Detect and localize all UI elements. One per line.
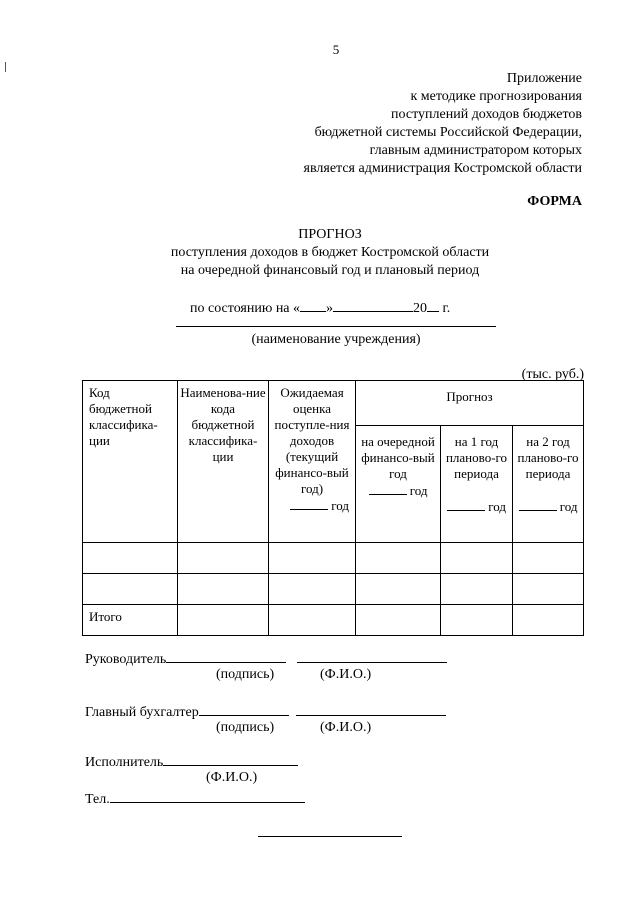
table-cell[interactable] xyxy=(178,605,269,636)
executor-row xyxy=(85,751,298,772)
total-label-text: Итого xyxy=(89,609,122,624)
table-cell[interactable] xyxy=(83,543,178,574)
year-label: год xyxy=(559,499,578,514)
col-header-name-text: Наименова-ние кода бюджетной классифика-ции xyxy=(180,385,266,464)
phone-row xyxy=(85,788,305,809)
title-line: поступления доходов в бюджет Костромской области xyxy=(170,245,490,260)
head-fio-field[interactable] xyxy=(297,648,447,663)
appendix-line: Приложение xyxy=(506,71,582,86)
accountant-label: Главный бухгалтер xyxy=(85,705,199,720)
table-cell[interactable] xyxy=(441,543,513,574)
document-title xyxy=(150,226,510,280)
executor-fio-caption: (Ф.И.О.) xyxy=(206,770,258,785)
accountant-signature-field[interactable] xyxy=(199,701,289,716)
title-heading: ПРОГНОЗ xyxy=(298,227,362,242)
year-prefix: 20 xyxy=(413,301,428,316)
accountant-fio-field[interactable] xyxy=(296,701,446,716)
phone-label: Тел. xyxy=(85,792,110,807)
year-blank[interactable] xyxy=(369,482,407,495)
title-line: на очередной финансовый год и плановый период xyxy=(180,263,480,278)
col-header-name xyxy=(178,381,269,543)
appendix-line: бюджетной системы Российской Федерации, xyxy=(314,125,582,140)
col-header-code-text: Код бюджетной классифика-ции xyxy=(89,385,158,448)
head-label: Руководитель xyxy=(85,652,167,667)
page-number: 5 xyxy=(332,42,340,57)
table-row xyxy=(83,543,584,574)
table-cell[interactable] xyxy=(356,543,441,574)
col-header-code xyxy=(83,381,178,543)
institution-label: (наименование учреждения) xyxy=(251,332,421,347)
table-cell[interactable] xyxy=(441,574,513,605)
table-cell[interactable] xyxy=(513,574,584,605)
year-blank[interactable] xyxy=(447,498,485,511)
table-row xyxy=(83,574,584,605)
table-cell[interactable] xyxy=(269,543,356,574)
forecast-table xyxy=(82,380,584,636)
table-cell[interactable] xyxy=(269,605,356,636)
table-cell[interactable] xyxy=(513,605,584,636)
as-of-suffix: г. xyxy=(442,301,451,316)
col-header-plan-1 xyxy=(441,426,513,543)
table-cell[interactable] xyxy=(356,605,441,636)
year-blank[interactable] xyxy=(519,498,557,511)
table-cell[interactable] xyxy=(83,574,178,605)
scan-mark-icon xyxy=(5,62,6,72)
plan-2-text: на 2 год планово-го периода xyxy=(517,434,579,481)
total-label xyxy=(83,605,178,636)
head-fio-caption: (Ф.И.О.) xyxy=(320,667,372,682)
appendix-line: поступлений доходов бюджетов xyxy=(391,107,582,122)
table-cell[interactable] xyxy=(441,605,513,636)
table-cell[interactable] xyxy=(178,574,269,605)
table-cell[interactable] xyxy=(513,543,584,574)
year-field[interactable] xyxy=(427,297,439,312)
next-year-text: на очередной финансо-вый год xyxy=(361,434,435,481)
table-cell[interactable] xyxy=(356,574,441,605)
col-header-plan-2 xyxy=(513,426,584,543)
year-label: год xyxy=(409,483,428,498)
units-label: (тыс. руб.) xyxy=(521,367,584,382)
executor-field[interactable] xyxy=(163,751,298,766)
year-label: год xyxy=(331,498,349,513)
plan-1-text: на 1 год планово-го периода xyxy=(445,434,508,481)
forecast-label: Прогноз xyxy=(446,389,493,404)
executor-label: Исполнитель xyxy=(85,755,164,770)
table-cell[interactable] xyxy=(269,574,356,605)
institution-field[interactable] xyxy=(176,326,496,327)
appendix-line: к методике прогнозирования xyxy=(410,89,582,104)
form-label: ФОРМА xyxy=(527,194,582,209)
phone-field[interactable] xyxy=(110,788,305,803)
appendix-line: является администрация Костромской области xyxy=(303,161,582,176)
as-of-prefix: по состоянию на « xyxy=(190,301,301,316)
accountant-fio-caption: (Ф.И.О.) xyxy=(320,720,372,735)
col-header-next-year xyxy=(356,426,441,543)
year-label: год xyxy=(488,499,506,514)
col-header-expected xyxy=(269,381,356,543)
col-header-forecast xyxy=(356,381,584,426)
total-row xyxy=(83,605,584,636)
appendix-line: главным администратором которых xyxy=(369,143,582,158)
head-signature-caption: (подпись) xyxy=(216,667,275,682)
day-field[interactable] xyxy=(300,297,326,312)
col-header-expected-text: Ожидаемая оценка поступле-ния доходов (текущий финансо-вый год) xyxy=(274,385,350,496)
as-of-mid: » xyxy=(326,301,334,316)
head-signature-field[interactable] xyxy=(166,648,286,663)
accountant-signature-caption: (подпись) xyxy=(216,720,275,735)
month-field[interactable] xyxy=(333,297,413,312)
as-of-date xyxy=(190,297,450,318)
table-cell[interactable] xyxy=(178,543,269,574)
footer-divider xyxy=(258,836,402,837)
year-blank[interactable] xyxy=(290,497,328,510)
appendix-note xyxy=(222,70,582,178)
